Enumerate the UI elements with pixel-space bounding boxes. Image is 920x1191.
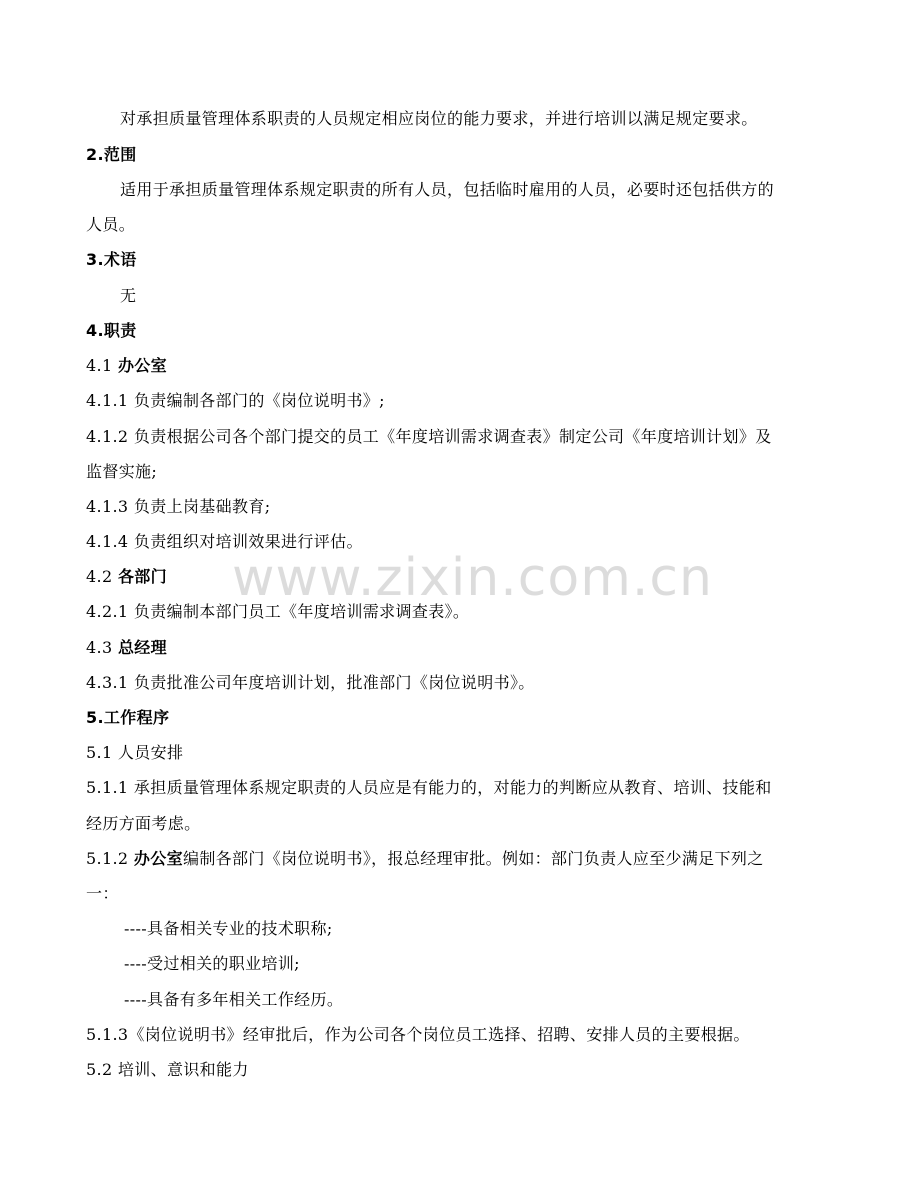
clause-5-1-1-line-1: 5.1.1 承担质量管理体系规定职责的人员应是有能力的，对能力的判断应从教育、培训、技能和 [86,778,772,797]
requirement-item-3: ----具备有多年相关工作经历。 [124,990,344,1009]
subsection-heading-departments [86,566,836,588]
clause-5-1-1-line-2: 经历方面考虑。 [86,814,201,833]
clause-4-1-3: 4.1.3 负责上岗基础教育; [86,497,271,516]
clause-4-2-1: 4.2.1 负责编制本部门员工《年度培训需求调查表》。 [86,602,470,621]
watermark: www.zixin.com.cn [232,548,713,608]
clause-5-1-2-line-1 [86,848,836,870]
subsection-heading-staffing: 5.1 人员安排 [86,743,184,762]
clause-text: 编制各部门《岗位说明书》，报总经理审批。例如：部门负责人应至少满足下列之 [182,849,764,868]
subsection-number: 4.1 [86,356,118,375]
subsection-number: 4.2 [86,567,118,586]
purpose-paragraph: 对承担质量管理体系职责的人员规定相应岗位的能力要求，并进行培训以满足规定要求。 [120,109,758,128]
subsection-heading-office [86,355,836,377]
subsection-title: 办公室 [117,356,167,375]
subsection-heading-general-manager [86,637,836,659]
subsection-title: 总经理 [117,638,167,657]
subsection-heading-training: 5.2 培训、意识和能力 [86,1060,249,1079]
clause-5-1-2-line-2: 一： [86,884,119,903]
requirement-item-1: ----具备相关专业的技术职称; [124,919,333,938]
section-heading-terms: 3.术语 [86,250,137,269]
scope-paragraph-line-2: 人员。 [86,215,136,234]
clause-bold-term: 办公室 [133,849,183,868]
scope-paragraph-line-1: 适用于承担质量管理体系规定职责的所有人员，包括临时雇用的人员，必要时还包括供方的 [120,180,775,199]
section-heading-procedure: 5.工作程序 [86,708,170,727]
requirement-item-2: ----受过相关的职业培训; [124,954,300,973]
subsection-title: 各部门 [117,567,167,586]
terms-paragraph: 无 [120,286,137,305]
section-heading-responsibilities: 4.职责 [86,321,137,340]
subsection-number: 4.3 [86,638,118,657]
clause-4-1-2-line-1: 4.1.2 负责根据公司各个部门提交的员工《年度培训需求调查表》制定公司《年度培训计划》及 [86,427,772,446]
clause-number: 5.1.2 [86,849,134,868]
clause-5-1-3: 5.1.3《岗位说明书》经审批后，作为公司各个岗位员工选择、招聘、安排人员的主要根据。 [86,1025,750,1044]
clause-4-3-1: 4.3.1 负责批准公司年度培训计划，批准部门《岗位说明书》。 [86,673,535,692]
clause-4-1-2-line-2: 监督实施; [86,462,158,481]
clause-4-1-1: 4.1.1 负责编制各部门的《岗位说明书》; [86,391,385,410]
section-heading-scope: 2.范围 [86,145,137,164]
clause-4-1-4: 4.1.4 负责组织对培训效果进行评估。 [86,532,363,551]
